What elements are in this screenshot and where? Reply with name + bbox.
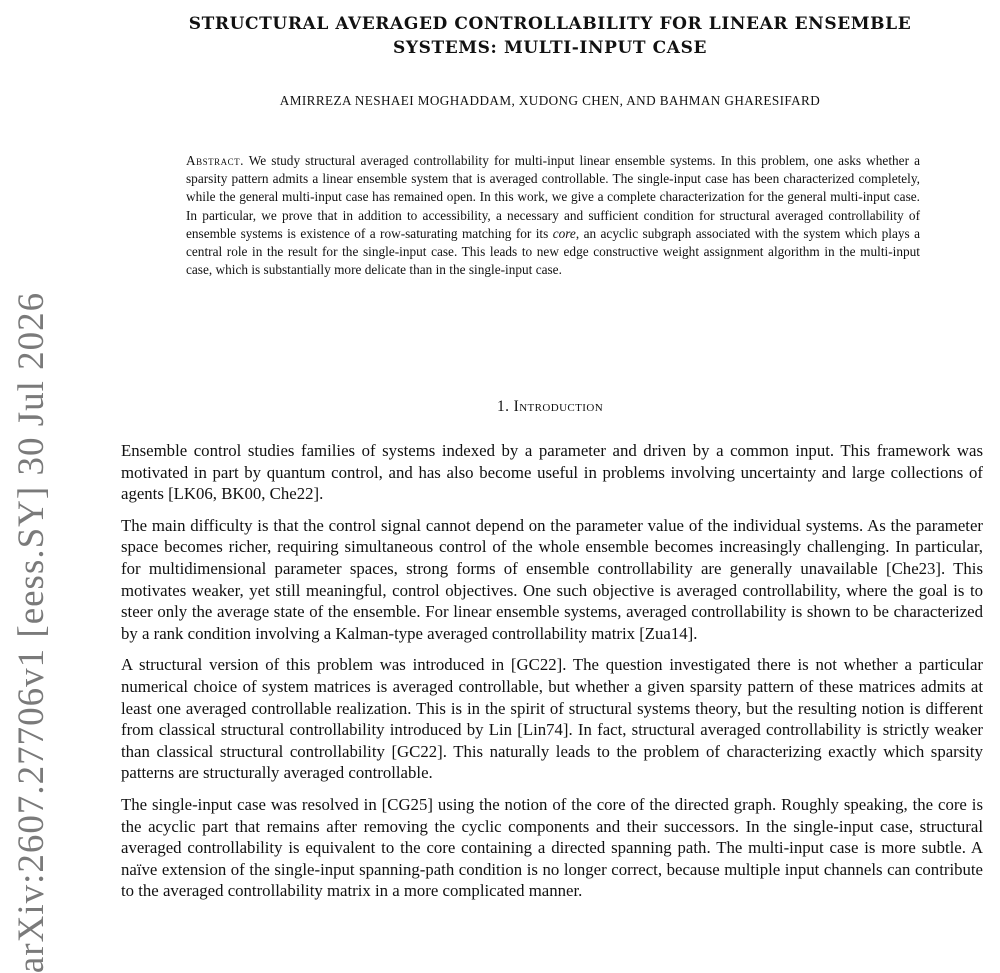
- abstract-text-part-2: , an acyclic subgraph associated with the system which plays a central role in the result for the single-input case. This leads to new edge constructive weight assignment algorithm in the multi-input case, which is substantially more delicate than in the single-input case.: [186, 225, 920, 278]
- arxiv-identifier-stamp: [2, 291, 62, 973]
- intro-paragraph-1: Ensemble control studies families of systems indexed by a parameter and driven by a common input. This framework was motivated in part by quantum control, and has also become useful in problems involving uncertainty and large collections of agents [LK06, BK00, Che22].: [121, 441, 983, 504]
- abstract-text-part-1: We study structural averaged controllability for multi-input linear ensemble systems. In this problem, one asks whether a sparsity pattern admits a linear ensemble system that is averaged controllable. The single-input case has been characterized completely, while the general multi-input case has remained open. In this work, we give a complete characterization for the general multi-input case. In particular, we prove that in addition to accessibility, a necessary and sufficient condition for structural averaged controllability of ensemble systems is existence of a row-saturating matching for its: [186, 153, 920, 241]
- paper-title-line-2: SYSTEMS: MULTI-INPUT CASE: [392, 38, 708, 58]
- introduction-body: [121, 440, 983, 912]
- intro-paragraph-2: The main difficulty is that the control signal cannot depend on the parameter value of the individual systems. As the parameter space becomes richer, requiring simultaneous control of the whole ensemble becomes increasingly challenging. In particular, for multidimensional parameter spaces, strong forms of ensemble controllability are generally unavailable [Che23]. This motivates weaker, yet still meaningful, control objectives. One such objective is averaged controllability, where the goal is to steer only the average state of the ensemble. For linear ensemble systems, averaged controllability is shown to be characterized by a rank condition involving a Kalman-type averaged controllability matrix [Zua14].: [121, 515, 983, 643]
- intro-paragraph-3: A structural version of this problem was introduced in [GC22]. The question investigated there is not whether a particular numerical choice of system matrices is averaged controllable, but whether a given sparsity pattern of these matrices admits at least one averaged controllable realization. This is in the spirit of structural systems theory, but the resulting notion is different from classical structural controllability introduced by Lin [Lin74]. In fact, structural averaged controllability is strictly weaker than classical structural controllability [GC22]. This naturally leads to the problem of characterizing exactly which sparsity patterns are structurally averaged controllable.: [121, 655, 983, 783]
- abstract-block: [186, 152, 920, 279]
- abstract-label: Abstract.: [186, 153, 244, 168]
- section-heading-introduction: 1. Introduction: [496, 398, 604, 415]
- intro-paragraph-4: The single-input case was resolved in [CG25] using the notion of the core of the directed graph. Roughly speaking, the core is the acyclic part that remains after removing the cyclic components and their successors. In the single-input case, structural averaged controllability is equivalent to the core containing a directed spanning path. The multi-input case is more subtle. A naïve extension of the single-input spanning-path condition is no longer correct, because multiple input channels can contribute to the averaged controllability matrix in a more complicated manner.: [121, 794, 983, 901]
- paper-title: [120, 12, 980, 60]
- arxiv-identifier-text: arXiv:2607.27706v1 [eess.SY] 30 Jul 2026: [11, 291, 53, 973]
- abstract-core-term: core: [552, 225, 576, 241]
- paper-title-line-1: STRUCTURAL AVERAGED CONTROLLABILITY FOR LINEAR ENSEMBLE: [188, 14, 912, 34]
- paper-authors: AMIRREZA NESHAEI MOGHADDAM, XUDONG CHEN, AND BAHMAN GHARESIFARD: [279, 93, 821, 108]
